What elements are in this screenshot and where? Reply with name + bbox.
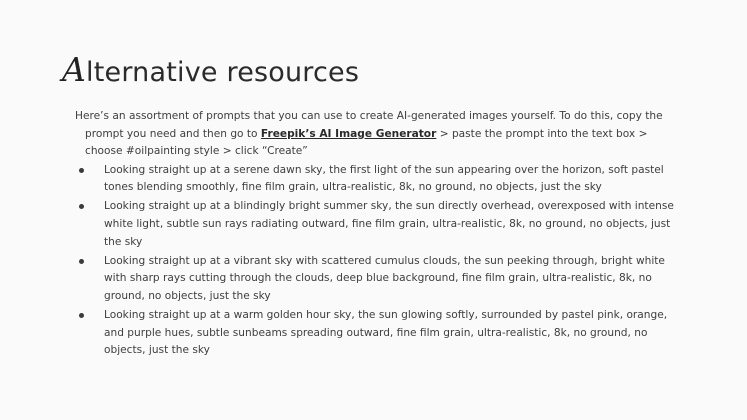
bullet-icon [79,204,84,209]
intro-text-before: Here’s an assortment of prompts that you can use to create AI-generated images yourself. To do this, copy the prompt you need and then go to [75,110,663,140]
bullet-icon [79,168,84,173]
intro-text-after: > paste the prompt into the text box > choose #oilpainting style > click “Create” [85,127,648,158]
slide-content [75,108,685,361]
prompt-text: Looking straight up at a warm golden hour sky, the sun glowing softly, surrounded by pastel pink, orange, and purple hues, subtle sunbeams spreading outward, fine film grain, ultra-realistic, 8k, no ground, no objects, just the sky [104,309,668,357]
title-initial: A [62,50,87,89]
prompt-text: Looking straight up at a serene dawn sky, the first light of the sun appearing over the horizon, soft pastel tones blending smoothly, fine film grain, ultra-realistic, 8k, no ground, no objects, just the sky [104,163,664,194]
title-text: lternative resources [86,57,360,88]
prompt-text: Looking straight up at a blindingly bright summer sky, the sun directly overhead, overexposed with intense white light, subtle sun rays radiating outward, fine film grain, ultra-realistic, 8k, no ground, no objects, just the sky [104,200,674,248]
slide-title [62,50,359,93]
list-item [75,162,685,197]
intro-paragraph [75,108,685,161]
bullet-icon [79,313,84,318]
bullet-icon [79,259,84,264]
freepik-generator-link[interactable]: Freepik’s AI Image Generator [260,127,437,140]
prompt-text: Looking straight up at a vibrant sky with scattered cumulus clouds, the sun peeking through, bright white with sharp rays cutting through the clouds, deep blue background, fine film grain, ultra-realistic, 8k, no ground, no objects, just the sky [104,254,665,302]
list-item [75,253,685,306]
list-item [75,198,685,251]
list-item [75,307,685,360]
prompt-list [75,162,685,360]
